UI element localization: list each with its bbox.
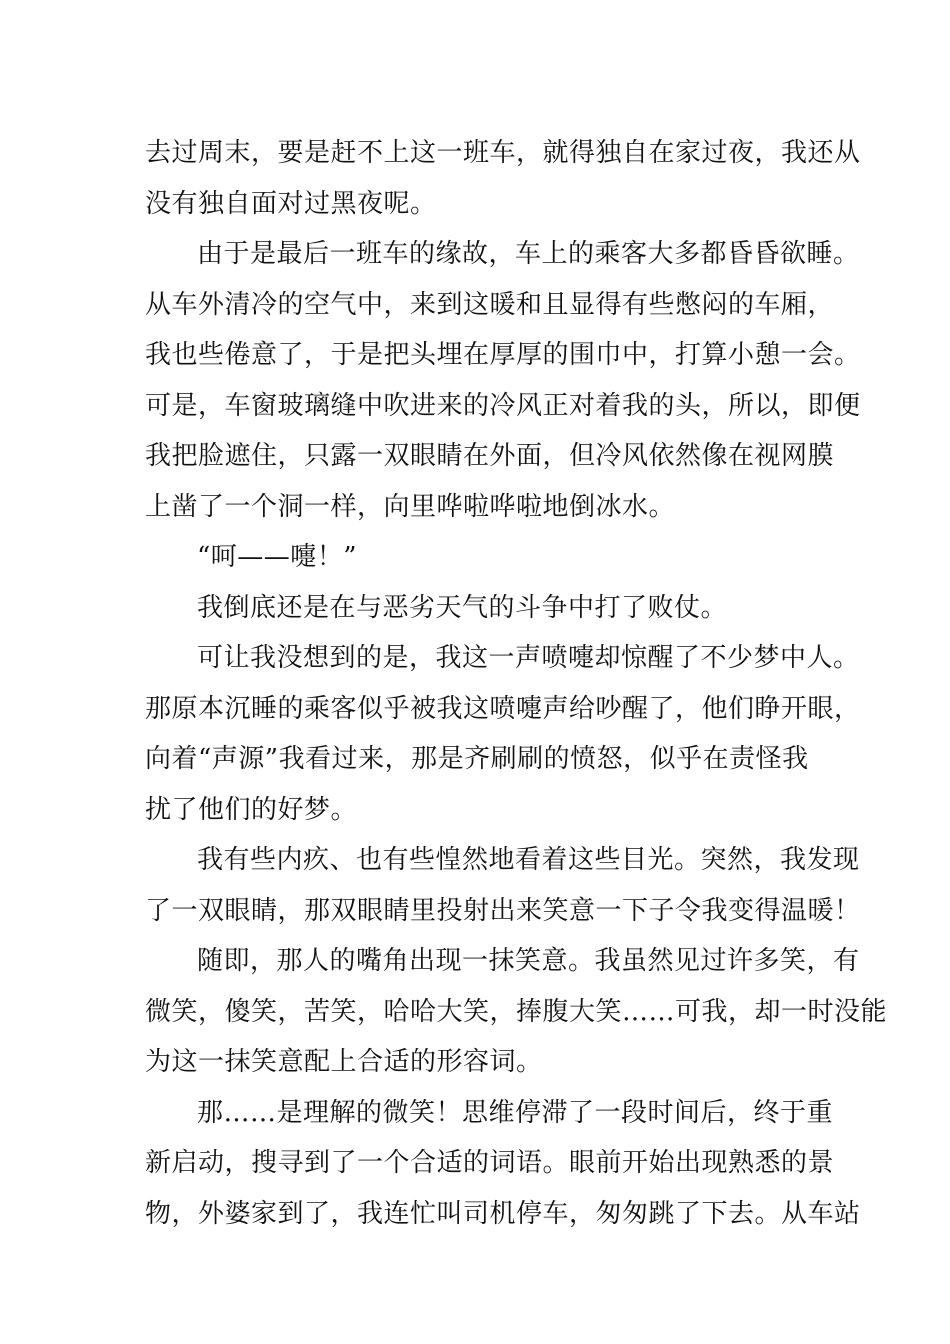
text-line: 从车外清冷的空气中，来到这暖和且显得有些憋闷的车厢， <box>145 289 835 320</box>
text-line: 去过周末，要是赶不上这一班车，就得独自在家过夜，我还从 <box>145 138 861 168</box>
text-line: 扰了他们的好梦。 <box>145 794 358 825</box>
text-line: 我倒底还是在与恶劣天气的斗争中打了败仗。 <box>197 592 728 623</box>
text-line: 我把脸遮住，只露一双眼睛在外面，但冷风依然像在视网膜 <box>145 441 835 471</box>
text-line: 随即，那人的嘴角出现一抹笑意。我虽然见过许多笑，有 <box>197 946 860 976</box>
text-line: 那原本沉睡的乘客似乎被我这喷嚏声给吵醒了，他们睁开眼， <box>145 693 861 724</box>
text-line: “呵——嚏！” <box>197 542 358 572</box>
text-line: 可是，车窗玻璃缝中吹进来的冷风正对着我的头，所以，即便 <box>145 390 861 421</box>
text-line: 新启动，搜寻到了一个合适的词语。眼前开始出现熟悉的景 <box>145 1148 835 1178</box>
text-line: 为这一抹笑意配上合适的形容词。 <box>145 1047 543 1077</box>
text-line: 我也些倦意了，于是把头埋在厚厚的围巾中，打算小憩一会。 <box>145 340 861 370</box>
body-text <box>145 128 888 1239</box>
text-line: 由于是最后一班车的缘故，车上的乘客大多都昏昏欲睡。 <box>197 239 860 269</box>
text-line: 向着“声源”我看过来，那是齐刷刷的愤怒，似乎在责怪我 <box>145 744 809 774</box>
text-line: 上凿了一个洞一样，向里哗啦哗啦地倒冰水。 <box>145 491 676 522</box>
text-line: 那……是理解的微笑！思维停滞了一段时间后，终于重 <box>197 1097 834 1128</box>
text-line: 物，外婆家到了，我连忙叫司机停车，匆匆跳了下去。从车站 <box>145 1198 861 1229</box>
text-line: 我有些内疚、也有些惶然地看着这些目光。突然，我发现 <box>197 845 860 875</box>
text-line: 可让我没想到的是，我这一声喷嚏却惊醒了不少梦中人。 <box>197 643 860 673</box>
text-line: 没有独自面对过黑夜呢。 <box>145 188 437 219</box>
text-line: 了一双眼睛，那双眼睛里投射出来笑意一下子令我变得温暖！ <box>145 895 861 926</box>
text-line: 微笑，傻笑，苦笑，哈哈大笑，捧腹大笑……可我，却一时没能 <box>145 996 888 1027</box>
